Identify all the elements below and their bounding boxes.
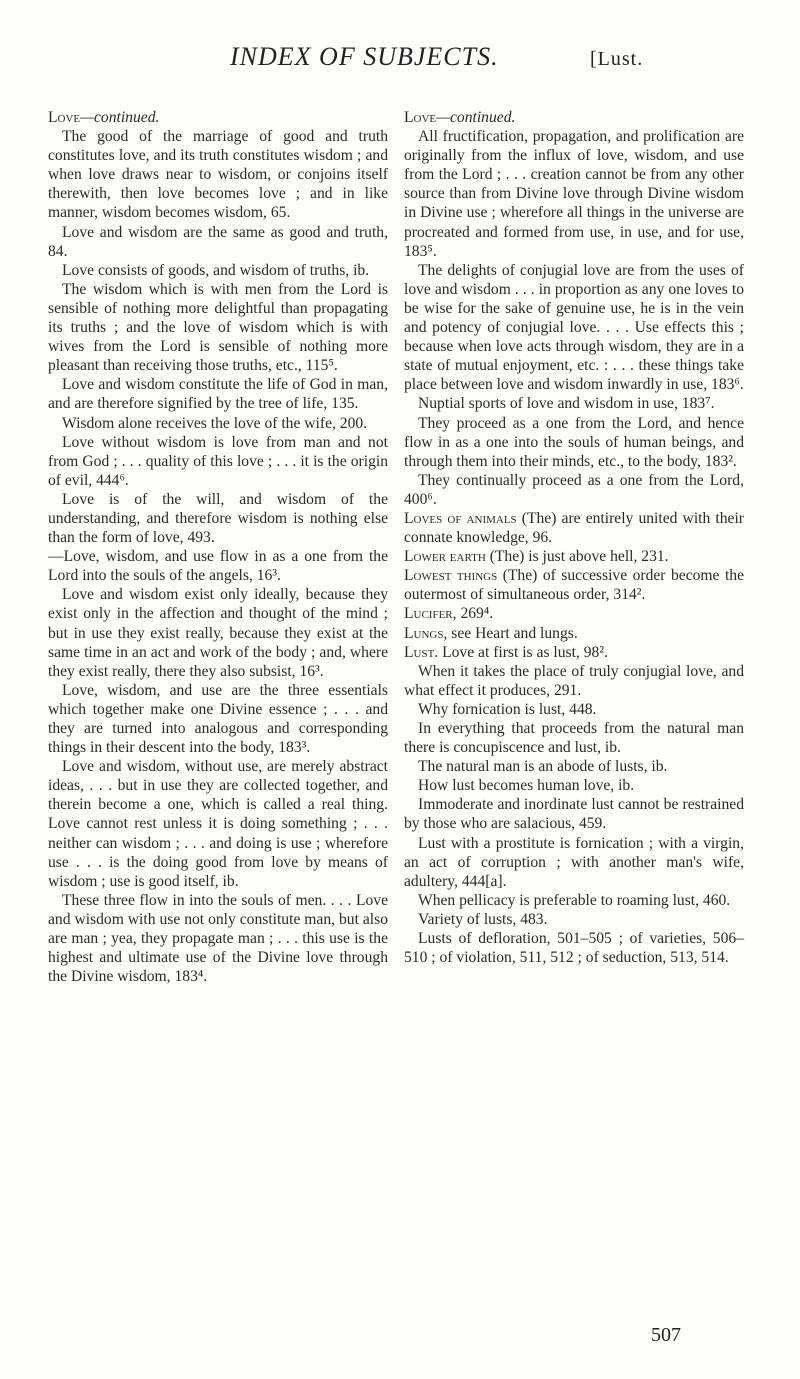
index-entry: Lowest things (The) of successive order become the outermost of simultaneous order, 314². [404, 567, 745, 604]
page-number: 507 [651, 1324, 681, 1346]
entry-paragraph: They continually proceed as a one from the Lord, 400⁶. [404, 471, 744, 508]
entry-paragraph: The delights of conjugial love are from the uses of love and wisdom . . . in proportion as any one loves to be wise for the sake of genuine use, he is in the vein and potency of conjugial love. . . . Use effects this ; because when love acts through wisdom, they are in a state of mutual enjoyment, etc. : . . . these things take place between love and wisdom inwardly in use, 183⁶. [404, 261, 744, 394]
index-key-word: [Lust. [590, 48, 644, 70]
entry-paragraph: The good of the marriage of good and truth constitutes love, and its truth constitutes wisdom ; and when love draws near to wisdom, or conjoins itself therewith, then love becomes love ; and in like manner, wisdom becomes wisdom, 65. [48, 128, 388, 222]
entry-paragraph: How lust becomes human love, ib. [418, 777, 635, 795]
entry-heading: Love—continued. [48, 109, 160, 126]
entry-paragraph: Love and wisdom exist only ideally, because they exist only in the affection and thought of the mind ; but in use they exist really, because they exist at the same time in an act and work of the body ; and, where they exist really, there they also subsist, 16³. [48, 586, 388, 680]
entry-paragraph: When pellicacy is preferable to roaming lust, 460. [418, 891, 731, 909]
entry-paragraph: Nuptial sports of love and wisdom in use, 183⁷. [418, 395, 715, 413]
entry-paragraph: In everything that proceeds from the natural man there is concupiscence and lust, ib. [404, 720, 744, 757]
entry-paragraph: Love without wisdom is love from man and not from God ; . . . quality of this love ; . . . it is the origin of evil, 444⁶. [48, 433, 388, 489]
index-entry: Lucifer, 269⁴. [404, 605, 494, 623]
entry-paragraph: When it takes the place of truly conjugial love, and what effect it produces, 291. [404, 662, 744, 699]
entry-paragraph: Immoderate and inordinate lust cannot be restrained by those who are salacious, 459. [404, 796, 744, 833]
entry-paragraph: Love and wisdom are the same as good and truth, 84. [48, 223, 388, 260]
right-column [404, 108, 744, 967]
index-entry: Lust. Love at first is as lust, 98². [404, 643, 608, 661]
page-title: INDEX OF SUBJECTS. [230, 42, 499, 71]
left-column [48, 108, 388, 986]
entry-paragraph: Why fornication is lust, 448. [418, 700, 597, 718]
entry-paragraph: Variety of lusts, 483. [418, 910, 548, 928]
entry-paragraph: —Love, wisdom, and use flow in as a one from the Lord into the souls of the angels, 16³. [48, 548, 388, 585]
entry-paragraph: The natural man is an abode of lusts, ib. [418, 758, 668, 776]
entry-paragraph: Love and wisdom constitute the life of God in man, and are therefore signified by the tree of life, 135. [48, 376, 388, 413]
entry-paragraph: Lusts of defloration, 501–505 ; of varieties, 506–510 ; of violation, 511, 512 ; of seduction, 513, 514. [404, 930, 744, 967]
entry-heading: Love—continued. [404, 109, 516, 126]
entry-paragraph: Love consists of goods, and wisdom of truths, ib. [62, 261, 370, 279]
entry-paragraph: The wisdom which is with men from the Lord is sensible of nothing more delightful than propagating its truths ; and the love of wisdom which is with wives from the Lord is sensible of nothing more pleasant than receiving those truths, etc., 115⁵. [48, 280, 388, 375]
entry-paragraph: Lust with a prostitute is fornication ; with a virgin, an act of corruption ; with another man's wife, adultery, 444[a]. [404, 834, 744, 890]
entry-paragraph: Love is of the will, and wisdom of the understanding, and therefore wisdom is nothing else than the form of love, 493. [48, 490, 388, 547]
entry-paragraph: Love and wisdom, without use, are merely abstract ideas, . . . but in use they are collected together, and therein become a one, which is called a real thing. Love cannot rest unless it is doing something ; . . . neither can wisdom ; . . . and doing is use ; wherefore use . . . is the doing good from love by means of wisdom ; use is good itself, ib. [48, 758, 388, 890]
running-header [0, 42, 800, 82]
index-entry: Lower earth (The) is just above hell, 231. [404, 548, 669, 566]
entry-paragraph: Love, wisdom, and use are the three essentials which together make one Divine essence ; . . . and they are turned into analogous and corresponding things in their descent into the body, 183³. [48, 681, 388, 757]
entry-paragraph: Wisdom alone receives the love of the wife, 200. [62, 414, 368, 432]
entry-paragraph: These three flow in into the souls of men. . . . Love and wisdom with use not only constitute man, but also are man ; yea, they propagate man ; . . . this use is the highest and ultimate use of the Divine love through the Divine wisdom, 183⁴. [48, 891, 388, 986]
index-entry: Lungs, see Heart and lungs. [404, 624, 578, 642]
index-entry: Loves of animals (The) are entirely united with their connate knowledge, 96. [404, 509, 744, 547]
entry-paragraph: They proceed as a one from the Lord, and hence flow in as a one into the souls of human beings, and through them into their minds, etc., to the body, 183². [404, 414, 744, 470]
entry-paragraph: All fructification, propagation, and prolification are originally from the influx of love, wisdom, and use from the Lord ; . . . creation cannot be from any other source than from Divine love through Divine wisdom in Divine use ; wherefore all things in the universe are procreated and formed from use, in use, and for use, 183⁵. [404, 128, 744, 260]
